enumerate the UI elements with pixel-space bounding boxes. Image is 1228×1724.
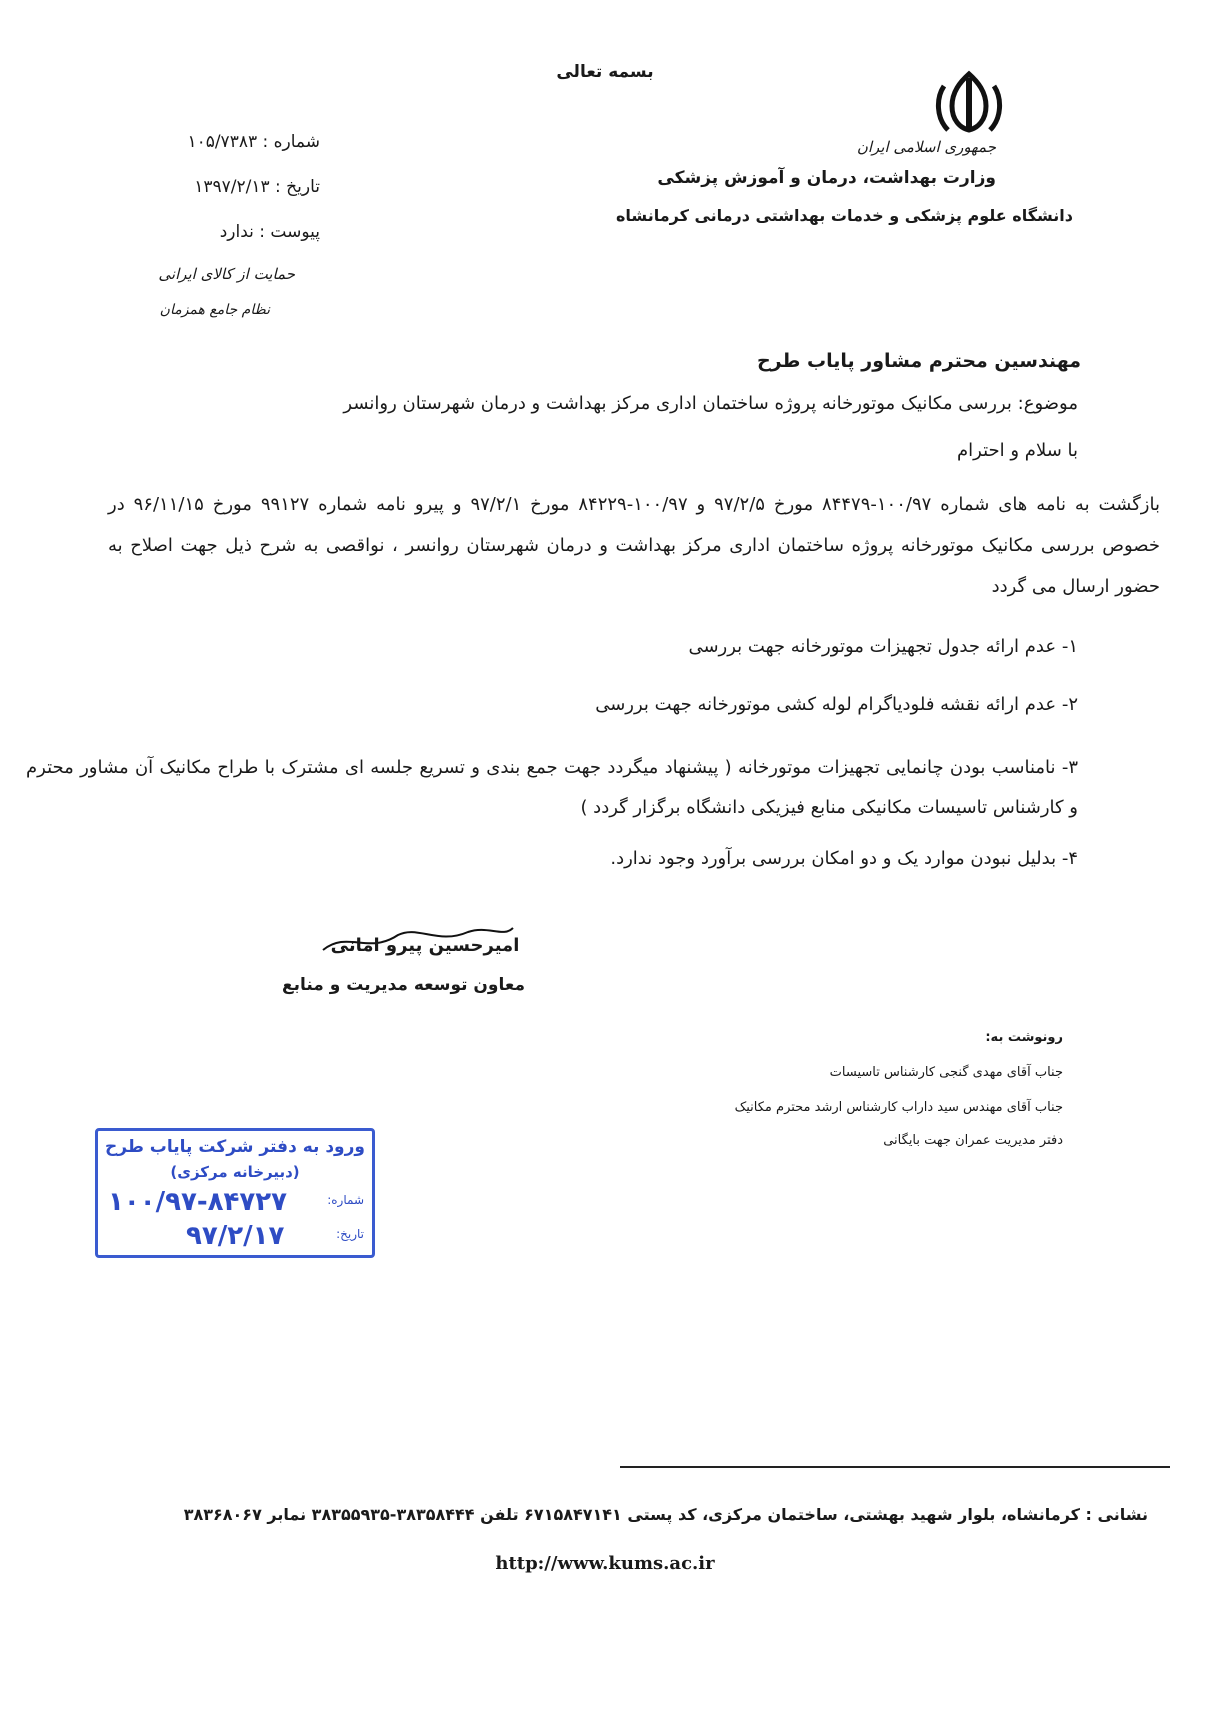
cc-recipient: جناب آقای مهندس سید داراب کارشناس ارشد محترم مکانیک: [734, 1100, 1063, 1115]
cc-heading: رونوشت به:: [985, 1030, 1063, 1045]
letter-date: تاریخ : ۱۳۹۷/۲/۱۳: [194, 177, 320, 197]
signatory-name: امیرحسین پیرو امانی: [330, 935, 520, 956]
receipt-stamp: [95, 1128, 375, 1258]
stamp-date-value: ۹۷/۲/۱۷: [186, 1221, 285, 1251]
list-item: ۱- عدم ارائه جدول تجهیزات موتورخانه جهت بررسی: [688, 636, 1078, 657]
body-paragraph: بازگشت به نامه های شماره ۱۰۰/۹۷-۸۴۴۷۹ مورخ ۹۷/۲/۵ و ۱۰۰/۹۷-۸۴۲۲۹ مورخ ۹۷/۲/۱ و پیرو نامه شماره ۹۹۱۲۷ مورخ ۹۶/۱۱/۱۵ در خصوص بررسی مکانیک موتورخانه پروژه ساختمان اداری مرکز بهداشت و درمان شهرستان روانسر ، نواقصی به شرح ذیل جهت اصلاح به حضور ارسال می گردد: [108, 494, 1160, 597]
stamp-title: ورود به دفتر شرکت پایاب طرح: [105, 1137, 365, 1157]
letter-number: شماره : ۱۰۵/۷۳۸۳: [187, 132, 320, 152]
signatory-title: معاون توسعه مدیریت و منابع: [281, 975, 525, 995]
letter-attachment: پیوست : ندارد: [219, 222, 320, 242]
iran-emblem-icon: [930, 68, 1008, 138]
stamp-date-label: تاریخ:: [336, 1227, 364, 1241]
stamp-number-label: شماره:: [327, 1193, 364, 1207]
list-item: ۳- نامناسب بودن چانمایی تجهیزات موتورخانه ( پیشنهاد میگردد جهت جمع بندی و تسریع جلسه ای مشترک با طراح مکانیک آن مشاور محترم و کارشناس تاسیسات مکانیکی منابع فیزیکی دانشگاه برگزار گردد ): [26, 757, 1078, 818]
government-line-ministry: وزارت بهداشت، درمان و آموزش پزشکی: [657, 168, 996, 188]
list-item: ۴- بدلیل نبودن موارد یک و دو امکان بررسی برآورد وجود ندارد.: [610, 848, 1078, 869]
handwritten-note-2: نظام جامع همزمان: [159, 302, 270, 318]
greeting: با سلام و احترام: [957, 440, 1078, 461]
cc-recipient: جناب آقای مهدی گنجی کارشناس تاسیسات: [829, 1065, 1063, 1080]
footer-address: نشانی : کرمانشاه، بلوار شهید بهشتی، ساختمان مرکزی، کد پستی ۶۷۱۵۸۴۷۱۴۱ تلفن ۳۸۳۵۸۴۴۴-۳۸۳۵۵۹۳۵ نمابر ۳۸۳۶۸۰۶۷: [183, 1505, 1148, 1524]
invocation-heading: بسمه تعالی: [556, 62, 654, 82]
footer-divider: [620, 1466, 1170, 1468]
addressee: مهندسین محترم مشاور پایاب طرح: [756, 350, 1081, 372]
subject-line: موضوع: بررسی مکانیک موتورخانه پروژه ساختمان اداری مرکز بهداشت و درمان شهرستان روانسر: [343, 393, 1078, 414]
cc-recipient: دفتر مدیریت عمران جهت بایگانی: [883, 1133, 1063, 1148]
stamp-subtitle: (دبیرخانه مرکزی): [170, 1163, 300, 1181]
government-line-university: دانشگاه علوم پزشکی و خدمات بهداشتی درمانی کرمانشاه: [615, 206, 1073, 225]
handwritten-note-1: حمایت از کالای ایرانی: [158, 265, 295, 283]
government-line-country: جمهوری اسلامی ایران: [856, 138, 996, 156]
stamp-number-value: ۱۰۰/۹۷-۸۴۷۲۷: [108, 1187, 287, 1217]
footer-url-link[interactable]: http://www.kums.ac.ir: [495, 1553, 715, 1574]
list-item: ۲- عدم ارائه نقشه فلودیاگرام لوله کشی موتورخانه جهت بررسی: [595, 694, 1078, 715]
